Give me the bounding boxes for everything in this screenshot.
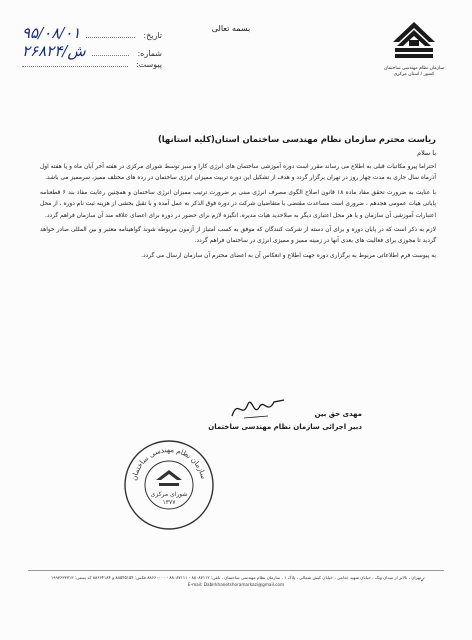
date-label: :تاریخ — [143, 31, 162, 40]
number-dots — [92, 54, 130, 56]
date-dots — [86, 36, 135, 38]
date-handwritten: ۹۵/۰۸/۰۱ — [22, 24, 81, 42]
number-handwritten: ۲۶۸۲۴/ش — [22, 42, 86, 60]
paragraph-legal-basis: با عنایت به ضرورت تحقق مفاد ماده ۱۸ قانون اصلاح الگوی مصرف انرژی مبنی بر ضرورت ترتیب ممیزان انرژی ساختمان و همچنین رعایت مفاد بند ۶ قطعنامه پایانی هیات عمومی هجدهم ، ضروری است مساعدت مقتضی با متقاضیان شرکت در دوره فوق الذکر به عمل آمده و با تقبل بخشی از هزینه ثبت نام دوره ، از محل اعتبارات آموزشی آن سازمان و یا هر محل اعتباری دیگر به صلاحدید هیات مدیره، انگیزه لازم برای حضور در دوره برای اعضای علاقه مند آن سازمان فراهم گردد. — [40, 189, 436, 219]
letter-body — [40, 134, 436, 265]
paragraph-certificate: لازم به ذکر است که در پایان دوره و برای آن دسته از شرکت کنندگان که موفق به کسب امتیاز از آزمون مربوطه شوند گواهینامه معتبر و بین المللی صادر خواهد گردید تا مجوزی برای فعالیت های بعدی آنها در زمینه ممیز و ممیزی انرژی در ساختمان فراهم گردد. — [40, 227, 436, 245]
signature-block — [208, 410, 362, 431]
attachment-label: :پیوست — [135, 60, 162, 69]
number-row — [22, 42, 162, 60]
date-row — [22, 24, 162, 42]
signatory-name: مهدی حق بین — [314, 410, 362, 418]
paragraph-course-announcement: احتراما پیرو مکاتبات قبلی به اطلاع می رساند مقرر است دوره آموزشی ساختمان های انرژی کارا و سبز توسط شورای مرکزی در هفته آخر آبان ماه و یا هفته اول آذرماه سال جاری به مدت چهار روز در تهران برگزار گردد و هدف از تشکیل این دوره تربیت ممیزان انرژی ساختمان در رده های مختلف ممیز، سرممیز می باشد. — [40, 164, 436, 182]
svg-text:شورای مرکزی: شورای مرکزی — [150, 491, 188, 498]
bismillah-heading: بسمه تعالی — [211, 24, 251, 33]
footer-address: تهران ، بالاتر از میدان ونک ، خیابان شهید خدامی ، خیابان کیش شمالی ، پلاک ۱ ، سازمان نظام مهندسی ساختمان ، تلفن: ۸۸۰۸۷۱۱۲ - ۸۸۰۸۷۱۱۱ - ۸۸۶۶۰۰۰۰ فکس: ۸۸۵۴۵۱۵۴ و ۸۸۶۶۴۱۸۴ کد پستی: ۱۹۹۳۶۳۳۷۱۳ — [51, 575, 421, 580]
svg-text:سازمان نظام مهندسی ساختمان: سازمان نظام مهندسی ساختمان — [130, 445, 208, 482]
logo-house-icon — [387, 16, 441, 62]
greeting-line: با سلام — [417, 149, 436, 157]
svg-text:۱۳۷۷: ۱۳۷۷ — [162, 499, 176, 506]
check-mark-icon: ✓ — [420, 576, 426, 584]
footer-email: E-mail: Dabirkhanetshoramarkazi@gmail.com — [187, 582, 285, 587]
organization-logo — [382, 16, 446, 78]
letter-meta-block — [22, 24, 162, 78]
logo-caption-primary: سازمان نظام مهندسی ساختمان — [383, 66, 445, 71]
paragraph-attachment-note: به پیوست فرم اطلاعاتی مربوط به برگزاری دوره جهت اطلاع و انعکاس آن به اعضای محترم آن سازمان ارسال می گردد. — [141, 252, 436, 259]
logo-caption-secondary: کشور / استان مرکزی — [393, 72, 435, 77]
number-label: :شماره — [137, 49, 162, 58]
signatory-title: دبیر اجرائی سازمان نظام مهندسی ساختمان — [208, 423, 362, 431]
attachment-row — [22, 60, 162, 78]
recipient-line: ریاست محترم سازمان نظام مهندسی ساختمان استان(کلیه استانها) — [157, 134, 436, 144]
official-seal-stamp — [122, 438, 216, 532]
attachment-dots — [22, 65, 128, 67]
letter-footer — [28, 570, 444, 587]
